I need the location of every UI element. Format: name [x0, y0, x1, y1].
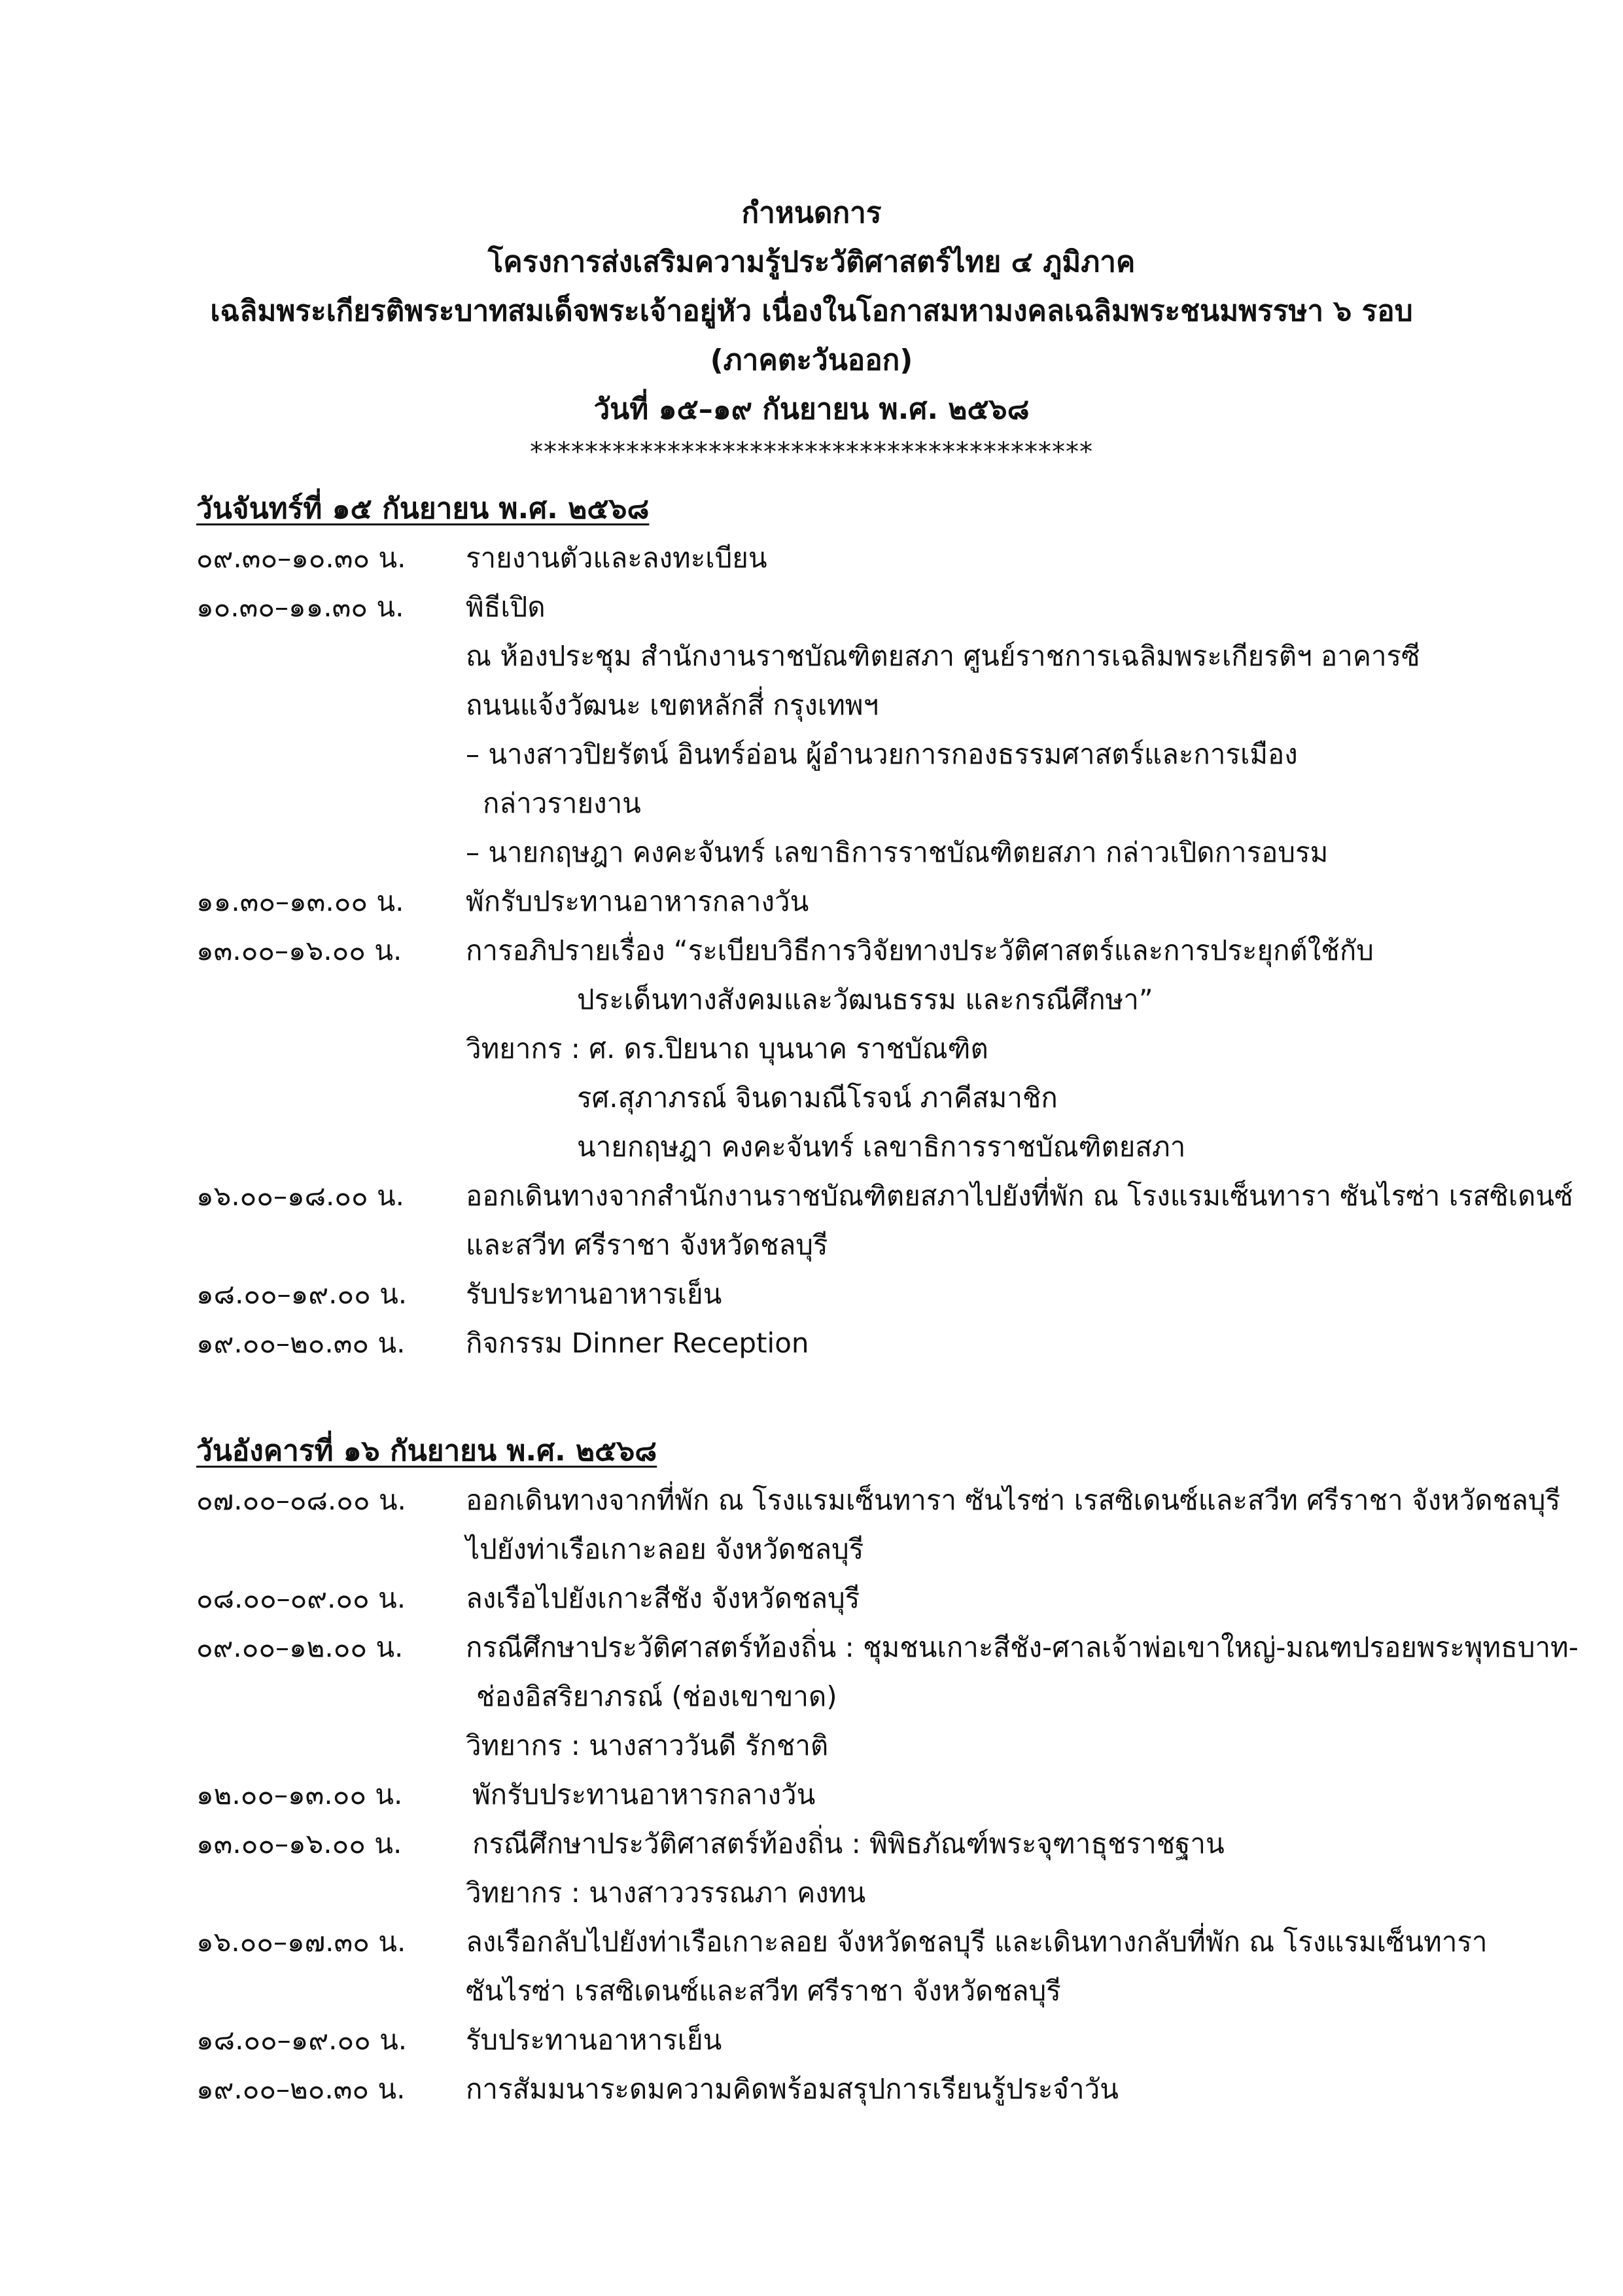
- schedule-row: [196, 582, 1570, 877]
- activity-line: พักรับประทานอาหารกลางวัน: [466, 885, 809, 917]
- time-slot: ๑๑.๓๐–๑๓.๐๐ น.: [196, 885, 404, 917]
- activity: [466, 533, 1570, 582]
- activity-line: ช่องอิสริยาภรณ์ (ช่องเขาขาด): [476, 1680, 837, 1712]
- activity-line: การอภิปรายเรื่อง “ระเบียบวิธีการวิจัยทางประวัติศาสตร์และการประยุกต์ใช้กับ: [466, 934, 1374, 966]
- activity: [466, 1917, 1570, 2015]
- time-slot: ๑๓.๐๐–๑๖.๐๐ น.: [196, 1828, 402, 1860]
- activity-line: พิธีเปิด: [466, 591, 546, 623]
- schedule-row: [196, 1171, 1573, 1269]
- day-section-tuesday: [196, 1426, 1579, 2113]
- schedule-row: [196, 1318, 1570, 1368]
- activity: [466, 1623, 1579, 1770]
- activity-line: กรณีศึกษาประวัติศาสตร์ท้องถิ่น : พิพิธภัณฑ์พระจุฑาธุชราชฐาน: [472, 1828, 1225, 1860]
- activity-line: ออกเดินทางจากสำนักงานราชบัณฑิตยสภาไปยังที่พัก ณ โรงแรมเซ็นทารา ซันไรซ่า เรสซิเดนซ์: [466, 1180, 1573, 1212]
- schedule-row: [196, 1574, 1570, 1623]
- schedule-row: [196, 2064, 1570, 2113]
- time-slot: ๑๐.๓๐–๑๑.๓๐ น.: [196, 591, 404, 623]
- schedule-row: [196, 926, 1570, 1171]
- activity-line: การสัมมนาระดมความคิดพร้อมสรุปการเรียนรู้ประจำวัน: [466, 2073, 1119, 2105]
- activity: [466, 926, 1570, 1171]
- time-slot: ๑๘.๐๐–๑๙.๐๐ น.: [196, 1278, 408, 1310]
- activity: [466, 1318, 1570, 1368]
- document-title: กำหนดการ: [741, 196, 882, 230]
- activity: [466, 1819, 1570, 1917]
- project-name: โครงการส่งเสริมความรู้ประวัติศาสตร์ไทย ๔ ภูมิภาค: [487, 245, 1136, 279]
- activity-line: รับประทานอาหารเย็น: [466, 2024, 722, 2056]
- activity-line: กรณีศึกษาประวัติศาสตร์ท้องถิ่น : ชุมชนเกาะสีชัง-ศาลเจ้าพ่อเขาใหญ่-มณฑปรอยพระพุทธบาท-: [466, 1631, 1579, 1663]
- schedule-row: [196, 1475, 1570, 1574]
- time-slot: ๐๗.๐๐–๐๘.๐๐ น.: [196, 1484, 406, 1516]
- activity-line: ออกเดินทางจากที่พัก ณ โรงแรมเซ็นทารา ซันไรซ่า เรสซิเดนซ์และสวีท ศรีราชา จังหวัดชลบุรี: [466, 1484, 1561, 1516]
- activity-line: ซันไรซ่า เรสซิเดนซ์และสวีท ศรีราชา จังหวัดชลบุรี: [466, 1975, 1061, 2007]
- day-heading: วันจันทร์ที่ ๑๕ กันยายน พ.ศ. ๒๕๖๘: [196, 492, 650, 525]
- activity: [466, 1770, 1570, 1819]
- speaker-line: กล่าวรายงาน: [483, 787, 641, 819]
- activity-line: รับประทานอาหารเย็น: [466, 1278, 722, 1310]
- time-slot: ๐๙.๐๐–๑๒.๐๐ น.: [196, 1631, 404, 1663]
- activity: [466, 2064, 1570, 2113]
- speaker-line: – นางสาวปิยรัตน์ อินทร์อ่อน ผู้อำนวยการกองธรรมศาสตร์และการเมือง: [466, 738, 1298, 770]
- speaker-line: นายกฤษฎา คงคะจันทร์ เลขาธิการราชบัณฑิตยสภา: [577, 1131, 1186, 1163]
- speaker-line: วิทยากร : นางสาววันดี รักชาติ: [466, 1729, 829, 1761]
- schedule-row: [196, 1819, 1570, 1917]
- schedule-row: [196, 1623, 1579, 1770]
- speaker-line: รศ.สุภาภรณ์ จินดามณีโรจน์ ภาคีสมาชิก: [577, 1082, 1058, 1114]
- activity-line: ลงเรือกลับไปยังท่าเรือเกาะลอย จังหวัดชลบุรี และเดินทางกลับที่พัก ณ โรงแรมเซ็นทารา: [466, 1926, 1488, 1958]
- schedule-row: [196, 533, 1570, 582]
- activity-line: พักรับประทานอาหารกลางวัน: [472, 1778, 816, 1810]
- activity-line: ลงเรือไปยังเกาะสีชัง จังหวัดชลบุรี: [466, 1582, 860, 1614]
- time-slot: ๑๒.๐๐–๑๓.๐๐ น.: [196, 1778, 403, 1810]
- time-slot: ๑๘.๐๐–๑๙.๐๐ น.: [196, 2024, 408, 2056]
- time-slot: ๑๙.๐๐–๒๐.๓๐ น.: [196, 1327, 406, 1359]
- time-slot: ๑๓.๐๐–๑๖.๐๐ น.: [196, 934, 402, 966]
- time-slot: ๐๙.๓๐–๑๐.๓๐ น.: [196, 542, 406, 574]
- time-slot: ๑๙.๐๐–๒๐.๓๐ น.: [196, 2073, 406, 2105]
- document-header: [0, 188, 1623, 465]
- speaker-line: วิทยากร : ศ. ดร.ปิยนาถ บุนนาค ราชบัณฑิต: [466, 1033, 988, 1065]
- activity-line: ไปยังท่าเรือเกาะลอย จังหวัดชลบุรี: [466, 1533, 864, 1565]
- activity: [466, 1574, 1570, 1623]
- date-range: วันที่ ๑๕–๑๙ กันยายน พ.ศ. ๒๕๖๘: [593, 393, 1030, 426]
- activity-line: กิจกรรม Dinner Reception: [466, 1327, 809, 1359]
- activity: [466, 1475, 1570, 1574]
- day-section-monday: [196, 484, 1573, 1368]
- activity-line: และสวีท ศรีราชา จังหวัดชลบุรี: [466, 1229, 828, 1261]
- activity: [466, 1171, 1573, 1269]
- schedule-row: [196, 1269, 1570, 1318]
- schedule-row: [196, 1917, 1570, 2015]
- venue-line: ณ ห้องประชุม สำนักงานราชบัณฑิตยสภา ศูนย์ราชการเฉลิมพระเกียรติฯ อาคารซี: [466, 640, 1420, 672]
- time-slot: ๑๖.๐๐–๑๗.๓๐ น.: [196, 1926, 406, 1958]
- speaker-line: – นายกฤษฎา คงคะจันทร์ เลขาธิการราชบัณฑิตยสภา กล่าวเปิดการอบรม: [466, 836, 1329, 868]
- activity: [466, 877, 1570, 926]
- day-heading: วันอังคารที่ ๑๖ กันยายน พ.ศ. ๒๕๖๘: [196, 1434, 657, 1468]
- region-line: (ภาคตะวันออก): [710, 344, 913, 377]
- time-slot: ๐๘.๐๐–๐๙.๐๐ น.: [196, 1582, 406, 1614]
- schedule-row: [196, 877, 1570, 926]
- speaker-line: วิทยากร : นางสาววรรณภา คงทน: [466, 1877, 866, 1909]
- activity: [466, 1269, 1570, 1318]
- activity: [466, 582, 1570, 877]
- venue-line: ถนนแจ้งวัฒนะ เขตหลักสี่ กรุงเทพฯ: [466, 689, 879, 721]
- occasion-line: เฉลิมพระเกียรติพระบาทสมเด็จพระเจ้าอยู่หัว เนื่องในโอกาสมหามงคลเฉลิมพระชนมพรรษา ๖ รอบ: [210, 294, 1413, 328]
- schedule-row: [196, 1770, 1570, 1819]
- activity-line: รายงานตัวและลงทะเบียน: [466, 542, 767, 574]
- separator-line: *****************************************: [530, 437, 1093, 467]
- activity: [466, 2015, 1570, 2064]
- time-slot: ๑๖.๐๐–๑๘.๐๐ น.: [196, 1180, 405, 1212]
- activity-line: ประเด็นทางสังคมและวัฒนธรรม และกรณีศึกษา”: [577, 983, 1153, 1016]
- schedule-row: [196, 2015, 1570, 2064]
